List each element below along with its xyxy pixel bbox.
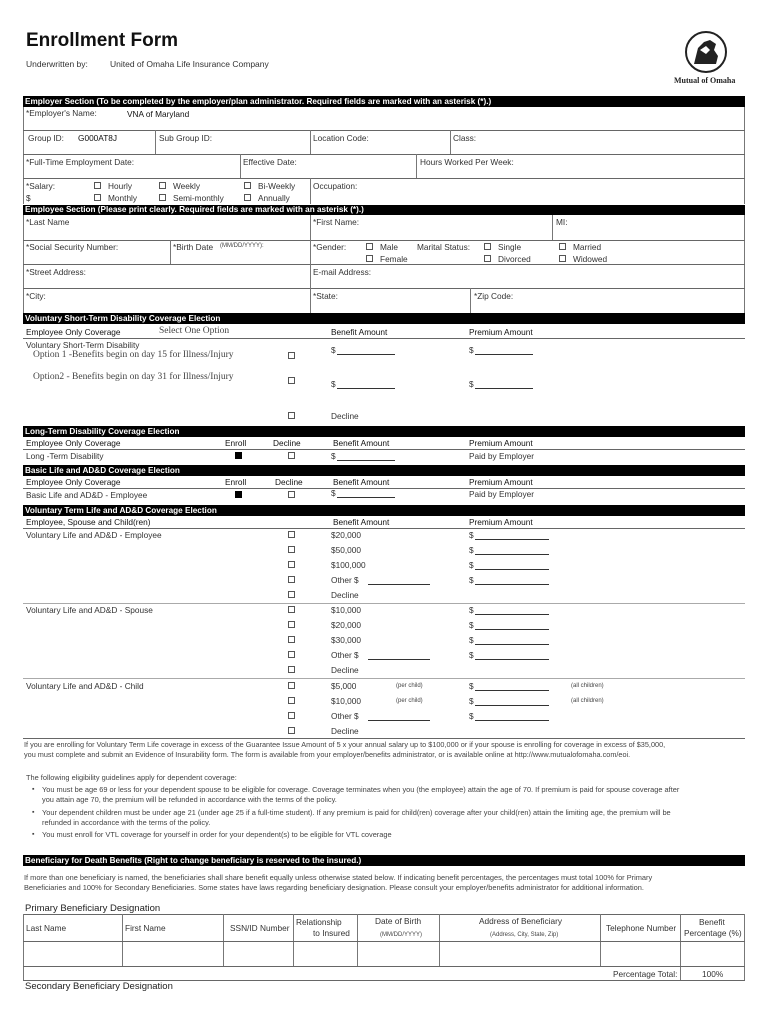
underwritten-value: United of Omaha Life Insurance Company — [110, 59, 269, 69]
vtl-premium-dollar: $ — [469, 681, 474, 691]
std-option2: Option2 - Benefits begin on day 31 for Illness/Injury — [33, 372, 234, 382]
vtl-employee-option-label: $50,000 — [331, 545, 361, 555]
vtl-employee-option-checkbox[interactable] — [288, 576, 295, 583]
std-benefit-amount: Benefit Amount — [331, 327, 388, 337]
annually-label: Annually — [258, 193, 290, 203]
weekly-checkbox[interactable] — [159, 182, 166, 189]
hourly-label: Hourly — [108, 181, 132, 191]
widowed-label: Widowed — [573, 254, 608, 264]
vtl-premium-dollar: $ — [469, 560, 474, 570]
vtl-premium-line[interactable] — [475, 659, 549, 660]
std-select-one: Select One Option — [159, 326, 230, 336]
divorced-label: Divorced — [498, 254, 531, 264]
vtl-premium-line[interactable] — [475, 644, 549, 645]
marital-status-label: Marital Status: — [417, 242, 471, 252]
female-label: Female — [380, 254, 408, 264]
vtl-employee-option-checkbox[interactable] — [288, 591, 295, 598]
semimonthly-label: Semi-monthly — [173, 193, 224, 203]
basic-decline-checkbox[interactable] — [288, 491, 295, 498]
ltd-section-bar: Long-Term Disability Coverage Election — [23, 426, 745, 437]
annually-checkbox[interactable] — [244, 194, 251, 201]
vtl-premium-line[interactable] — [475, 539, 549, 540]
state-label: *State: — [313, 291, 338, 301]
std-premium-amount: Premium Amount — [469, 327, 533, 337]
biweekly-checkbox[interactable] — [244, 182, 251, 189]
std-option1: Option 1 -Benefits begin on day 15 for Illness/Injury — [33, 350, 234, 360]
secondary-beneficiary-title: Secondary Beneficiary Designation — [25, 981, 173, 992]
vtl-premium-dollar: $ — [469, 575, 474, 585]
group-id-value[interactable]: G000AT8J — [78, 133, 118, 143]
per-child-note: (per child) — [396, 683, 423, 689]
vtl-employee-option-label: Other $ — [331, 575, 359, 585]
location-code-label: Location Code: — [313, 133, 369, 143]
female-checkbox[interactable] — [366, 255, 373, 262]
city-label: *City: — [26, 291, 46, 301]
std-decline-label: Decline — [331, 411, 359, 421]
mi-label: MI: — [556, 217, 568, 227]
vtl-child-option-checkbox[interactable] — [288, 697, 295, 704]
widowed-checkbox[interactable] — [559, 255, 566, 262]
vtl-child-label: Voluntary Life and AD&D - Child — [26, 681, 144, 691]
vtl-spouse-option-label: Other $ — [331, 650, 359, 660]
vtl-child-option-checkbox[interactable] — [288, 712, 295, 719]
vtl-child-option-label: $5,000 — [331, 681, 357, 691]
logo-text: Mutual of Omaha — [674, 76, 736, 85]
vtl-employee-option-checkbox[interactable] — [288, 531, 295, 538]
employee-section-bar: Employee Section (Please print clearly. Required fields are marked with an asterisk (*).) — [23, 205, 745, 215]
birth-date-label: *Birth Date — [173, 242, 214, 252]
ltd-row-label: Long -Term Disability — [26, 451, 104, 461]
primary-beneficiary-title: Primary Beneficiary Designation — [25, 903, 161, 914]
std-section-bar: Voluntary Short-Term Disability Coverage Election — [23, 313, 745, 324]
std-option2-checkbox[interactable] — [288, 377, 295, 384]
all-children-note: (all children) — [571, 683, 604, 689]
vtl-premium-line[interactable] — [475, 554, 549, 555]
vtl-spouse-option-label: $20,000 — [331, 620, 361, 630]
vtl-premium-line[interactable] — [475, 690, 549, 691]
vtl-premium-line[interactable] — [475, 629, 549, 630]
vtl-premium-line[interactable] — [475, 720, 549, 721]
single-checkbox[interactable] — [484, 243, 491, 250]
underwritten-label: Underwritten by: — [26, 59, 88, 69]
effective-date-label: Effective Date: — [243, 157, 297, 167]
class-label: Class: — [453, 133, 477, 143]
semimonthly-checkbox[interactable] — [159, 194, 166, 201]
fulltime-date-label: *Full-Time Employment Date: — [26, 157, 135, 167]
vtl-employee-option-label: Decline — [331, 590, 359, 600]
vtl-employee-option-label: $20,000 — [331, 530, 361, 540]
vtl-premium-line[interactable] — [475, 569, 549, 570]
group-id-label: Group ID: — [28, 133, 64, 143]
vtl-spouse-option-checkbox[interactable] — [288, 636, 295, 643]
vtl-premium-dollar: $ — [469, 530, 474, 540]
vtl-spouse-option-label: $10,000 — [331, 605, 361, 615]
vtl-employee-option-checkbox[interactable] — [288, 546, 295, 553]
vtl-premium-dollar: $ — [469, 605, 474, 615]
last-name-label: *Last Name — [26, 217, 70, 227]
vtl-premium-dollar: $ — [469, 711, 474, 721]
monthly-label: Monthly — [108, 193, 138, 203]
vtl-employee-label: Voluntary Life and AD&D - Employee — [26, 530, 162, 540]
email-label: E-mail Address: — [313, 267, 372, 277]
vtl-child-option-label: $10,000 — [331, 696, 361, 706]
vtl-premium-dollar: $ — [469, 635, 474, 645]
vtl-premium-dollar: $ — [469, 545, 474, 555]
first-name-label: *First Name: — [313, 217, 360, 227]
form-title: Enrollment Form — [26, 30, 179, 51]
percentage-total-label: Percentage Total: — [613, 969, 678, 979]
hours-worked-label: Hours Worked Per Week: — [420, 157, 514, 167]
vtl-spouse-label: Voluntary Life and AD&D - Spouse — [26, 605, 153, 615]
std-employee-only: Employee Only Coverage — [26, 327, 121, 337]
std-option1-checkbox[interactable] — [288, 352, 295, 359]
basic-row-label: Basic Life and AD&D - Employee — [26, 490, 148, 500]
vtl-premium-dollar: $ — [469, 696, 474, 706]
vtl-premium-dollar: $ — [469, 650, 474, 660]
ltd-decline-checkbox[interactable] — [288, 452, 295, 459]
vtl-premium-line[interactable] — [475, 584, 549, 585]
vtl-spouse-option-label: Decline — [331, 665, 359, 675]
guidelines-intro: The following eligibility guidelines apply for dependent coverage: — [26, 773, 237, 782]
vtl-spouse-option-checkbox[interactable] — [288, 621, 295, 628]
percentage-total-value: 100% — [702, 969, 724, 979]
married-label: Married — [573, 242, 602, 252]
salary-dollar: $ — [26, 193, 31, 203]
male-label: Male — [380, 242, 398, 252]
sub-group-label: Sub Group ID: — [159, 133, 213, 143]
employer-section-bar: Employer Section (To be completed by the employer/plan administrator. Required fields are marked with an asterisk (*).) — [23, 96, 745, 107]
std-row-label: Voluntary Short-Term Disability — [26, 340, 140, 350]
single-label: Single — [498, 242, 522, 252]
vtl-spouse-option-checkbox[interactable] — [288, 606, 295, 613]
vtl-spouse-option-checkbox[interactable] — [288, 651, 295, 658]
vtl-section-bar: Voluntary Term Life and AD&D Coverage Election — [23, 505, 745, 516]
street-address-label: *Street Address: — [26, 267, 86, 277]
biweekly-label: Bi-Weekly — [258, 181, 296, 191]
vtl-note-line2: you must complete and submit an Evidence of Insurability form. The form is available from your employer/benefits administrator, or is available online at http://www.mutualofomaha.com/eoi. — [24, 750, 631, 759]
vtl-child-option-checkbox[interactable] — [288, 682, 295, 689]
basic-life-section-bar: Basic Life and AD&D Coverage Election — [23, 465, 745, 476]
vtl-employee-option-label: $100,000 — [331, 560, 366, 570]
male-checkbox[interactable] — [366, 243, 373, 250]
beneficiary-section-bar: Beneficiary for Death Benefits (Right to change beneficiary is reserved to the insured.) — [23, 855, 745, 866]
std-decline-checkbox[interactable] — [288, 412, 295, 419]
vtl-spouse-option-label: $30,000 — [331, 635, 361, 645]
weekly-label: Weekly — [173, 181, 201, 191]
gender-label: *Gender: — [313, 242, 347, 252]
vtl-spouse-option-checkbox[interactable] — [288, 666, 295, 673]
zip-label: *Zip Code: — [474, 291, 514, 301]
vtl-child-option-label: Decline — [331, 726, 359, 736]
employer-name-label: *Employer's Name: — [26, 108, 97, 118]
monthly-checkbox[interactable] — [94, 194, 101, 201]
vtl-child-option-checkbox[interactable] — [288, 727, 295, 734]
employer-name-value[interactable]: VNA of Maryland — [127, 109, 190, 119]
vtl-note-line1: If you are enrolling for Voluntary Term Life coverage in excess of the Guarantee Issue Amount of 5 x your annual salary up to $100,000 or if your spouse is enrolling for coverage in excess of $35,000, — [24, 740, 666, 749]
hourly-checkbox[interactable] — [94, 182, 101, 189]
all-children-note: (all children) — [571, 698, 604, 704]
ssn-label: *Social Security Number: — [26, 242, 119, 252]
vtl-employee-option-checkbox[interactable] — [288, 561, 295, 568]
divorced-checkbox[interactable] — [484, 255, 491, 262]
salary-label: *Salary: — [26, 181, 56, 191]
per-child-note: (per child) — [396, 698, 423, 704]
birth-date-format: (MM/DD/YYYY): — [220, 243, 264, 249]
basic-enroll-checkbox[interactable] — [235, 491, 242, 498]
married-checkbox[interactable] — [559, 243, 566, 250]
vtl-premium-line[interactable] — [475, 705, 549, 706]
ltd-enroll-checkbox[interactable] — [235, 452, 242, 459]
occupation-label: Occupation: — [313, 181, 358, 191]
vtl-premium-dollar: $ — [469, 620, 474, 630]
vtl-child-option-label: Other $ — [331, 711, 359, 721]
vtl-premium-line[interactable] — [475, 614, 549, 615]
